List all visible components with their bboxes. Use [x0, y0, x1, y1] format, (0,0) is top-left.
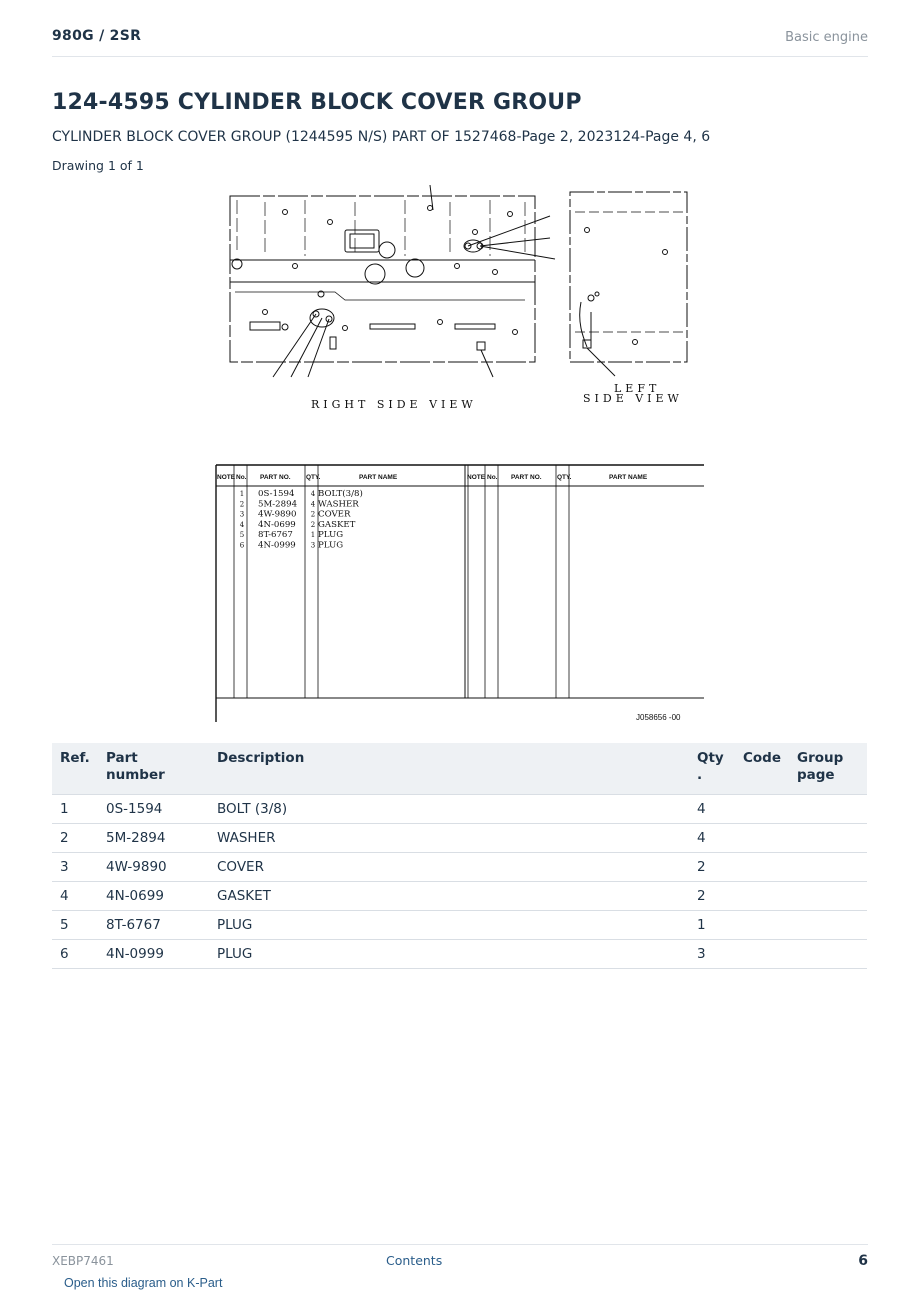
- left-side-view-label-line2: SIDE VIEW: [583, 392, 683, 405]
- legend-cell-qty: 4: [310, 500, 316, 509]
- table-row: [52, 795, 867, 824]
- section-label: Basic engine: [785, 30, 868, 45]
- parts-table-header-row: [52, 743, 867, 795]
- engine-diagram[interactable]: [225, 182, 695, 412]
- cell-ref: 5: [52, 911, 98, 940]
- cell-qty: 1: [689, 911, 735, 940]
- table-row: [52, 853, 867, 882]
- cell-code: [735, 911, 789, 940]
- legend-cell-part-no: 4N-0699: [258, 519, 296, 530]
- cell-group-page: [789, 940, 867, 969]
- header-ref: Ref.: [52, 743, 98, 795]
- cell-part-number: 4N-0699: [98, 882, 209, 911]
- cell-code: [735, 824, 789, 853]
- cell-qty: 3: [689, 940, 735, 969]
- page-title: 124-4595 CYLINDER BLOCK COVER GROUP: [52, 90, 582, 115]
- legend-header-note: NOTE: [217, 474, 236, 481]
- open-in-kpart-link[interactable]: Open this diagram on K-Part: [64, 1276, 223, 1290]
- cell-description: COVER: [209, 853, 689, 882]
- page-number: 6: [858, 1253, 868, 1269]
- cell-ref: 1: [52, 795, 98, 824]
- table-row: [52, 940, 867, 969]
- cell-qty: 4: [689, 795, 735, 824]
- parts-table: [52, 743, 867, 969]
- legend-header-part-name-2: PART NAME: [609, 474, 648, 481]
- cell-group-page: [789, 882, 867, 911]
- cell-qty: 2: [689, 882, 735, 911]
- cell-description: PLUG: [209, 940, 689, 969]
- cell-part-number: 4W-9890: [98, 853, 209, 882]
- cell-qty: 4: [689, 824, 735, 853]
- engine-diagram-svg: [225, 182, 695, 412]
- header-group-page: Group page: [789, 743, 867, 795]
- cell-part-number: 5M-2894: [98, 824, 209, 853]
- legend-cell-part-no: 8T-6767: [258, 530, 293, 541]
- legend-cell-qty: 2: [310, 520, 316, 529]
- legend-header-qty: QTY.: [306, 474, 321, 481]
- legend-cell-qty: 1: [310, 531, 316, 540]
- cell-code: [735, 940, 789, 969]
- legend-cell-qty: 3: [310, 541, 316, 550]
- cell-ref: 2: [52, 824, 98, 853]
- cell-ref: 3: [52, 853, 98, 882]
- legend-header-no-2: No.: [487, 474, 498, 481]
- cell-part-number: 4N-0999: [98, 940, 209, 969]
- cell-ref: 4: [52, 882, 98, 911]
- contents-link[interactable]: Contents: [386, 1253, 443, 1268]
- legend-cell-qty: 2: [310, 510, 316, 519]
- cell-qty: 2: [689, 853, 735, 882]
- cell-description: BOLT (3/8): [209, 795, 689, 824]
- legend-cell-part-name: WASHER: [318, 499, 359, 510]
- legend-cell-part-no: 4W-9890: [258, 509, 297, 520]
- cell-description: GASKET: [209, 882, 689, 911]
- page-subtitle: CYLINDER BLOCK COVER GROUP (1244595 N/S) PART OF 1527468-Page 2, 2023124-Page 4, 6: [52, 129, 711, 145]
- legend-cell-part-name: PLUG: [318, 540, 344, 551]
- legend-header-part-no-2: PART NO.: [511, 474, 542, 481]
- cell-group-page: [789, 795, 867, 824]
- model-label: 980G / 2SR: [52, 28, 142, 44]
- cell-ref: 6: [52, 940, 98, 969]
- legend-cell-part-name: GASKET: [318, 519, 356, 530]
- document-number: XEBP7461: [52, 1254, 114, 1268]
- diagram-legend-table: [214, 462, 706, 724]
- cell-code: [735, 795, 789, 824]
- header-qty: Qty .: [689, 743, 735, 795]
- legend-header-no: No.: [236, 474, 247, 481]
- legend-cell-no: 2: [239, 500, 245, 509]
- legend-header-part-name: PART NAME: [359, 474, 398, 481]
- legend-header-part-no: PART NO.: [260, 474, 291, 481]
- cell-group-page: [789, 911, 867, 940]
- legend-cell-part-name: PLUG: [318, 530, 344, 541]
- legend-cell-no: 5: [239, 531, 245, 540]
- drawing-count: Drawing 1 of 1: [52, 158, 144, 173]
- legend-cell-part-name: COVER: [318, 509, 351, 520]
- header-part-number: Part number: [98, 743, 209, 795]
- left-side-view-label-line1: LEFT: [614, 382, 661, 395]
- table-row: [52, 824, 867, 853]
- legend-cell-qty: 4: [310, 490, 316, 498]
- right-side-view-label: RIGHT SIDE VIEW: [311, 398, 477, 411]
- cell-group-page: [789, 853, 867, 882]
- legend-cell-no: 4: [239, 520, 245, 529]
- legend-cell-no: 6: [239, 541, 245, 550]
- cell-code: [735, 853, 789, 882]
- cell-code: [735, 882, 789, 911]
- cell-description: PLUG: [209, 911, 689, 940]
- table-row: [52, 882, 867, 911]
- page-footer: [52, 1244, 868, 1269]
- legend-cell-part-no: 4N-0999: [258, 540, 296, 551]
- drawing-code: J058656 -00: [636, 713, 681, 722]
- cell-description: WASHER: [209, 824, 689, 853]
- legend-header-qty-2: QTY.: [557, 474, 572, 481]
- legend-header-note-2: NOTE: [467, 474, 486, 481]
- cell-part-number: 8T-6767: [98, 911, 209, 940]
- legend-cell-no: 1: [239, 490, 245, 498]
- cell-group-page: [789, 824, 867, 853]
- header-code: Code: [735, 743, 789, 795]
- page-header: [52, 28, 868, 57]
- legend-cell-no: 3: [239, 510, 245, 519]
- legend-cell-part-name: BOLT(3/8): [318, 489, 363, 499]
- legend-cell-part-no: 0S-1594: [258, 489, 295, 499]
- legend-cell-part-no: 5M-2894: [258, 499, 298, 510]
- table-row: [52, 911, 867, 940]
- header-description: Description: [209, 743, 689, 795]
- cell-part-number: 0S-1594: [98, 795, 209, 824]
- legend-svg: [214, 462, 706, 724]
